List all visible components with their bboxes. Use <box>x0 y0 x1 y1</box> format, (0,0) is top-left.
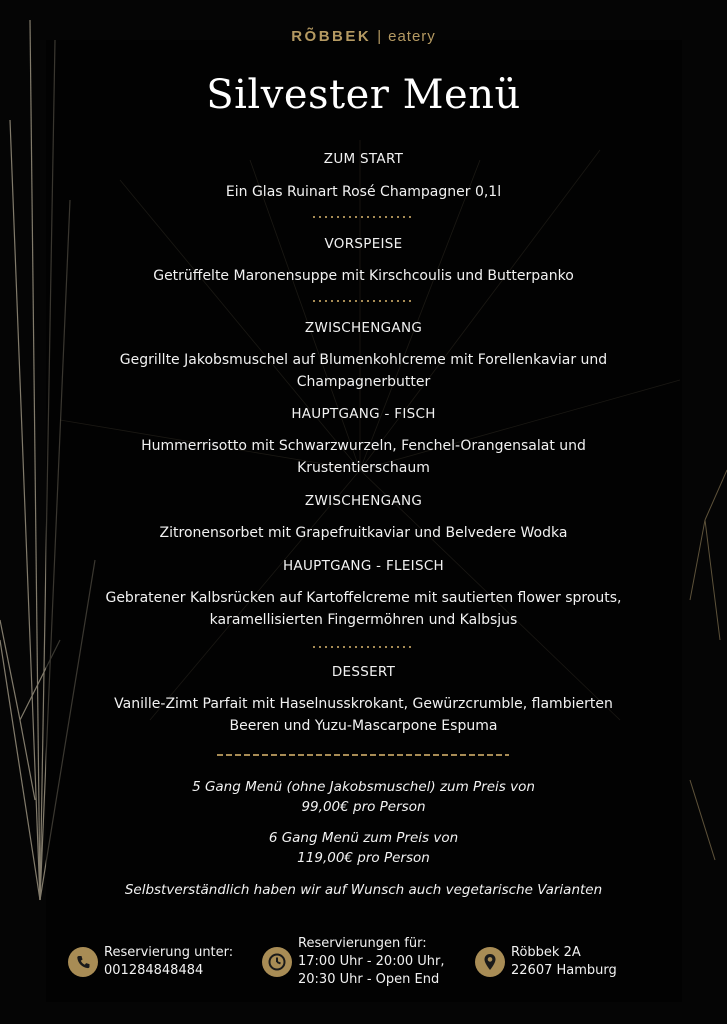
phone-label: Reservierung unter: <box>104 945 234 960</box>
hours-label: Reservierungen für: <box>298 936 427 951</box>
dotted-divider <box>313 215 413 219</box>
course-heading-fisch: HAUPTGANG - FISCH <box>291 406 436 422</box>
address-street: Röbbek 2A <box>511 945 581 960</box>
price-5-gang-line2: 99,00€ pro Person <box>301 799 426 815</box>
course-heading-start: ZUM START <box>323 151 404 167</box>
dotted-divider <box>313 299 413 303</box>
course-dish-start: Ein Glas Ruinart Rosé Champagner 0,1l <box>225 184 502 200</box>
course-dish-zwischengang-1-line1: Gegrillte Jakobsmuschel auf Blumenkohlcreme mit Forellenkaviar und <box>119 352 608 368</box>
course-heading-vorspeise: VORSPEISE <box>324 236 403 252</box>
course-dish-fleisch-line1: Gebratener Kalbsrücken auf Kartoffelcreme mit sautierten flower sprouts, <box>105 590 622 606</box>
course-dish-fleisch-line2: karamellisierten Fingermöhren und Kalbsjus <box>209 612 518 628</box>
course-dish-dessert-line2: Beeren und Yuzu-Mascarpone Espuma <box>229 718 498 734</box>
course-heading-dessert: DESSERT <box>331 664 396 680</box>
price-6-gang-line2: 119,00€ pro Person <box>297 850 430 866</box>
course-dish-zwischengang-1-line2: Champagnerbutter <box>296 374 431 390</box>
price-6-gang-line1: 6 Gang Menü zum Preis von <box>268 830 459 846</box>
clock-icon <box>262 947 292 977</box>
course-heading-zwischengang-2: ZWISCHENGANG <box>304 493 423 509</box>
course-dish-fisch-line1: Hummerrisotto mit Schwarzwurzeln, Fenchel-Orangensalat und <box>141 438 586 454</box>
hours-line2: 20:30 Uhr - Open End <box>298 972 440 987</box>
menu-title: Silvester Menü <box>206 72 521 118</box>
course-heading-zwischengang-1: ZWISCHENGANG <box>304 320 423 336</box>
course-dish-dessert-line1: Vanille-Zimt Parfait mit Haselnusskrokant, Gewürzcrumble, flambierten <box>114 696 613 712</box>
vegetarian-note: Selbstverständlich haben wir auf Wunsch auch vegetarische Varianten <box>124 882 603 898</box>
course-dish-vorspeise: Getrüffelte Maronensuppe mit Kirschcoulis und Butterpanko <box>153 268 574 284</box>
course-heading-fleisch: HAUPTGANG - FLEISCH <box>282 558 444 574</box>
brand-name: RÕBBEK <box>291 28 372 45</box>
gold-divider <box>217 754 509 756</box>
phone-number[interactable]: 001284848484 <box>104 963 204 978</box>
brand-separator: | <box>377 28 383 45</box>
price-5-gang-line1: 5 Gang Menü (ohne Jakobsmuschel) zum Preis von <box>192 779 535 795</box>
phone-icon <box>68 947 98 977</box>
course-dish-zwischengang-2: Zitronensorbet mit Grapefruitkaviar und Belvedere Wodka <box>159 525 568 541</box>
brand-suffix: eatery <box>388 28 436 45</box>
location-pin-icon <box>475 947 505 977</box>
course-dish-fisch-line2: Krustentierschaum <box>297 460 430 476</box>
address-city: 22607 Hamburg <box>511 963 617 978</box>
hours-line1: 17:00 Uhr - 20:00 Uhr, <box>298 954 445 969</box>
dotted-divider <box>313 645 413 649</box>
brand-logo <box>0 28 727 45</box>
